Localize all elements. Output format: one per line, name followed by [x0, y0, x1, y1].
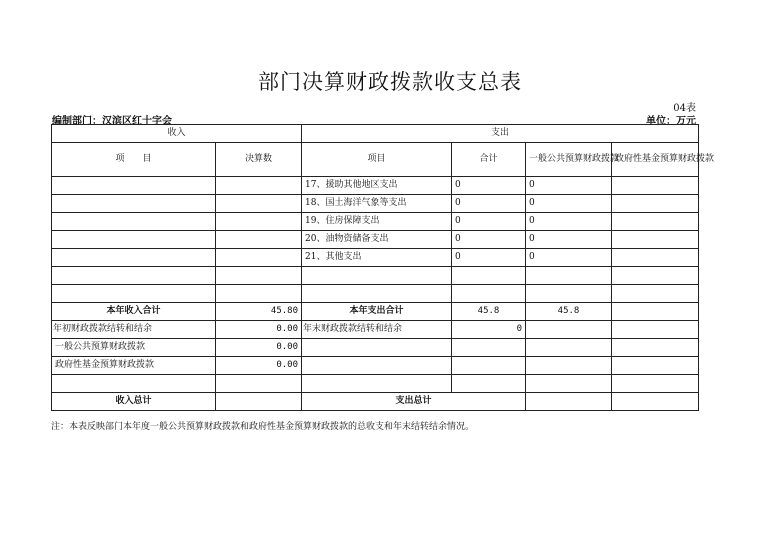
fund-label: 政府性基金预算财政拨款 — [52, 357, 216, 375]
general-label: 一般公共预算财政拨款 — [52, 339, 216, 357]
empty-row — [52, 285, 699, 303]
table-row — [52, 213, 699, 231]
table-row — [52, 231, 699, 249]
unit-label: 单位：万元 — [646, 116, 696, 127]
form-number: 04表 — [673, 103, 696, 114]
footnote: 注：本表反映部门本年度一般公共预算财政拨款和政府性基金预算财政拨款的总收支和年末结转结余情况。 — [51, 422, 475, 432]
exp-general: 0 — [526, 231, 612, 249]
income-header: 收入 — [52, 125, 302, 143]
empty-row — [52, 375, 699, 393]
table-row — [52, 195, 699, 213]
general-value: 0.00 — [216, 339, 302, 357]
fund-value: 0.00 — [216, 357, 302, 375]
col-exp-item: 项目 — [302, 143, 452, 177]
carry-in-value: 0.00 — [216, 321, 302, 339]
carry-row — [52, 321, 699, 339]
fund-row — [52, 357, 699, 375]
exp-sum-label: 支出总计 — [302, 393, 526, 411]
grand-total-row — [52, 393, 699, 411]
section-header-row — [52, 125, 699, 143]
exp-total: 0 — [452, 195, 526, 213]
exp-total-total: 45.8 — [452, 303, 526, 321]
carry-in-label: 年初财政拨款结转和结余 — [52, 321, 216, 339]
empty-row — [52, 267, 699, 285]
exp-item: 17、援助其他地区支出 — [302, 177, 452, 195]
annual-total-row — [52, 303, 699, 321]
income-sum-label: 收入总计 — [52, 393, 216, 411]
exp-total-label: 本年支出合计 — [302, 303, 452, 321]
exp-item: 18、国土海洋气象等支出 — [302, 195, 452, 213]
col-general: 一般公共预算财政拨款 — [526, 143, 612, 177]
column-header-row — [52, 143, 699, 177]
exp-item: 20、油物资储备支出 — [302, 231, 452, 249]
page-title: 部门决算财政拨款收支总表 — [258, 70, 522, 94]
col-item: 项 目 — [52, 143, 216, 177]
income-total-label: 本年收入合计 — [52, 303, 216, 321]
exp-total: 0 — [452, 177, 526, 195]
exp-total: 0 — [452, 231, 526, 249]
exp-total: 0 — [452, 249, 526, 267]
carry-out-label: 年末财政拨款结转和结余 — [302, 321, 452, 339]
exp-general: 0 — [526, 213, 612, 231]
general-row — [52, 339, 699, 357]
exp-item: 19、住房保障支出 — [302, 213, 452, 231]
exp-total-general: 45.8 — [526, 303, 612, 321]
col-total: 合计 — [452, 143, 526, 177]
income-total-value: 45.80 — [216, 303, 302, 321]
col-fund: 政府性基金预算财政拨款 — [612, 143, 699, 177]
exp-total: 0 — [452, 213, 526, 231]
exp-general: 0 — [526, 195, 612, 213]
table-row — [52, 177, 699, 195]
finance-table — [51, 124, 715, 411]
col-amount: 决算数 — [216, 143, 302, 177]
organization: 编制部门：汉滨区红十字会 — [52, 116, 172, 127]
exp-item: 21、其他支出 — [302, 249, 452, 267]
table-row — [52, 249, 699, 267]
expense-header: 支出 — [302, 125, 699, 143]
exp-general: 0 — [526, 177, 612, 195]
exp-general: 0 — [526, 249, 612, 267]
carry-out-value: 0 — [452, 321, 526, 339]
